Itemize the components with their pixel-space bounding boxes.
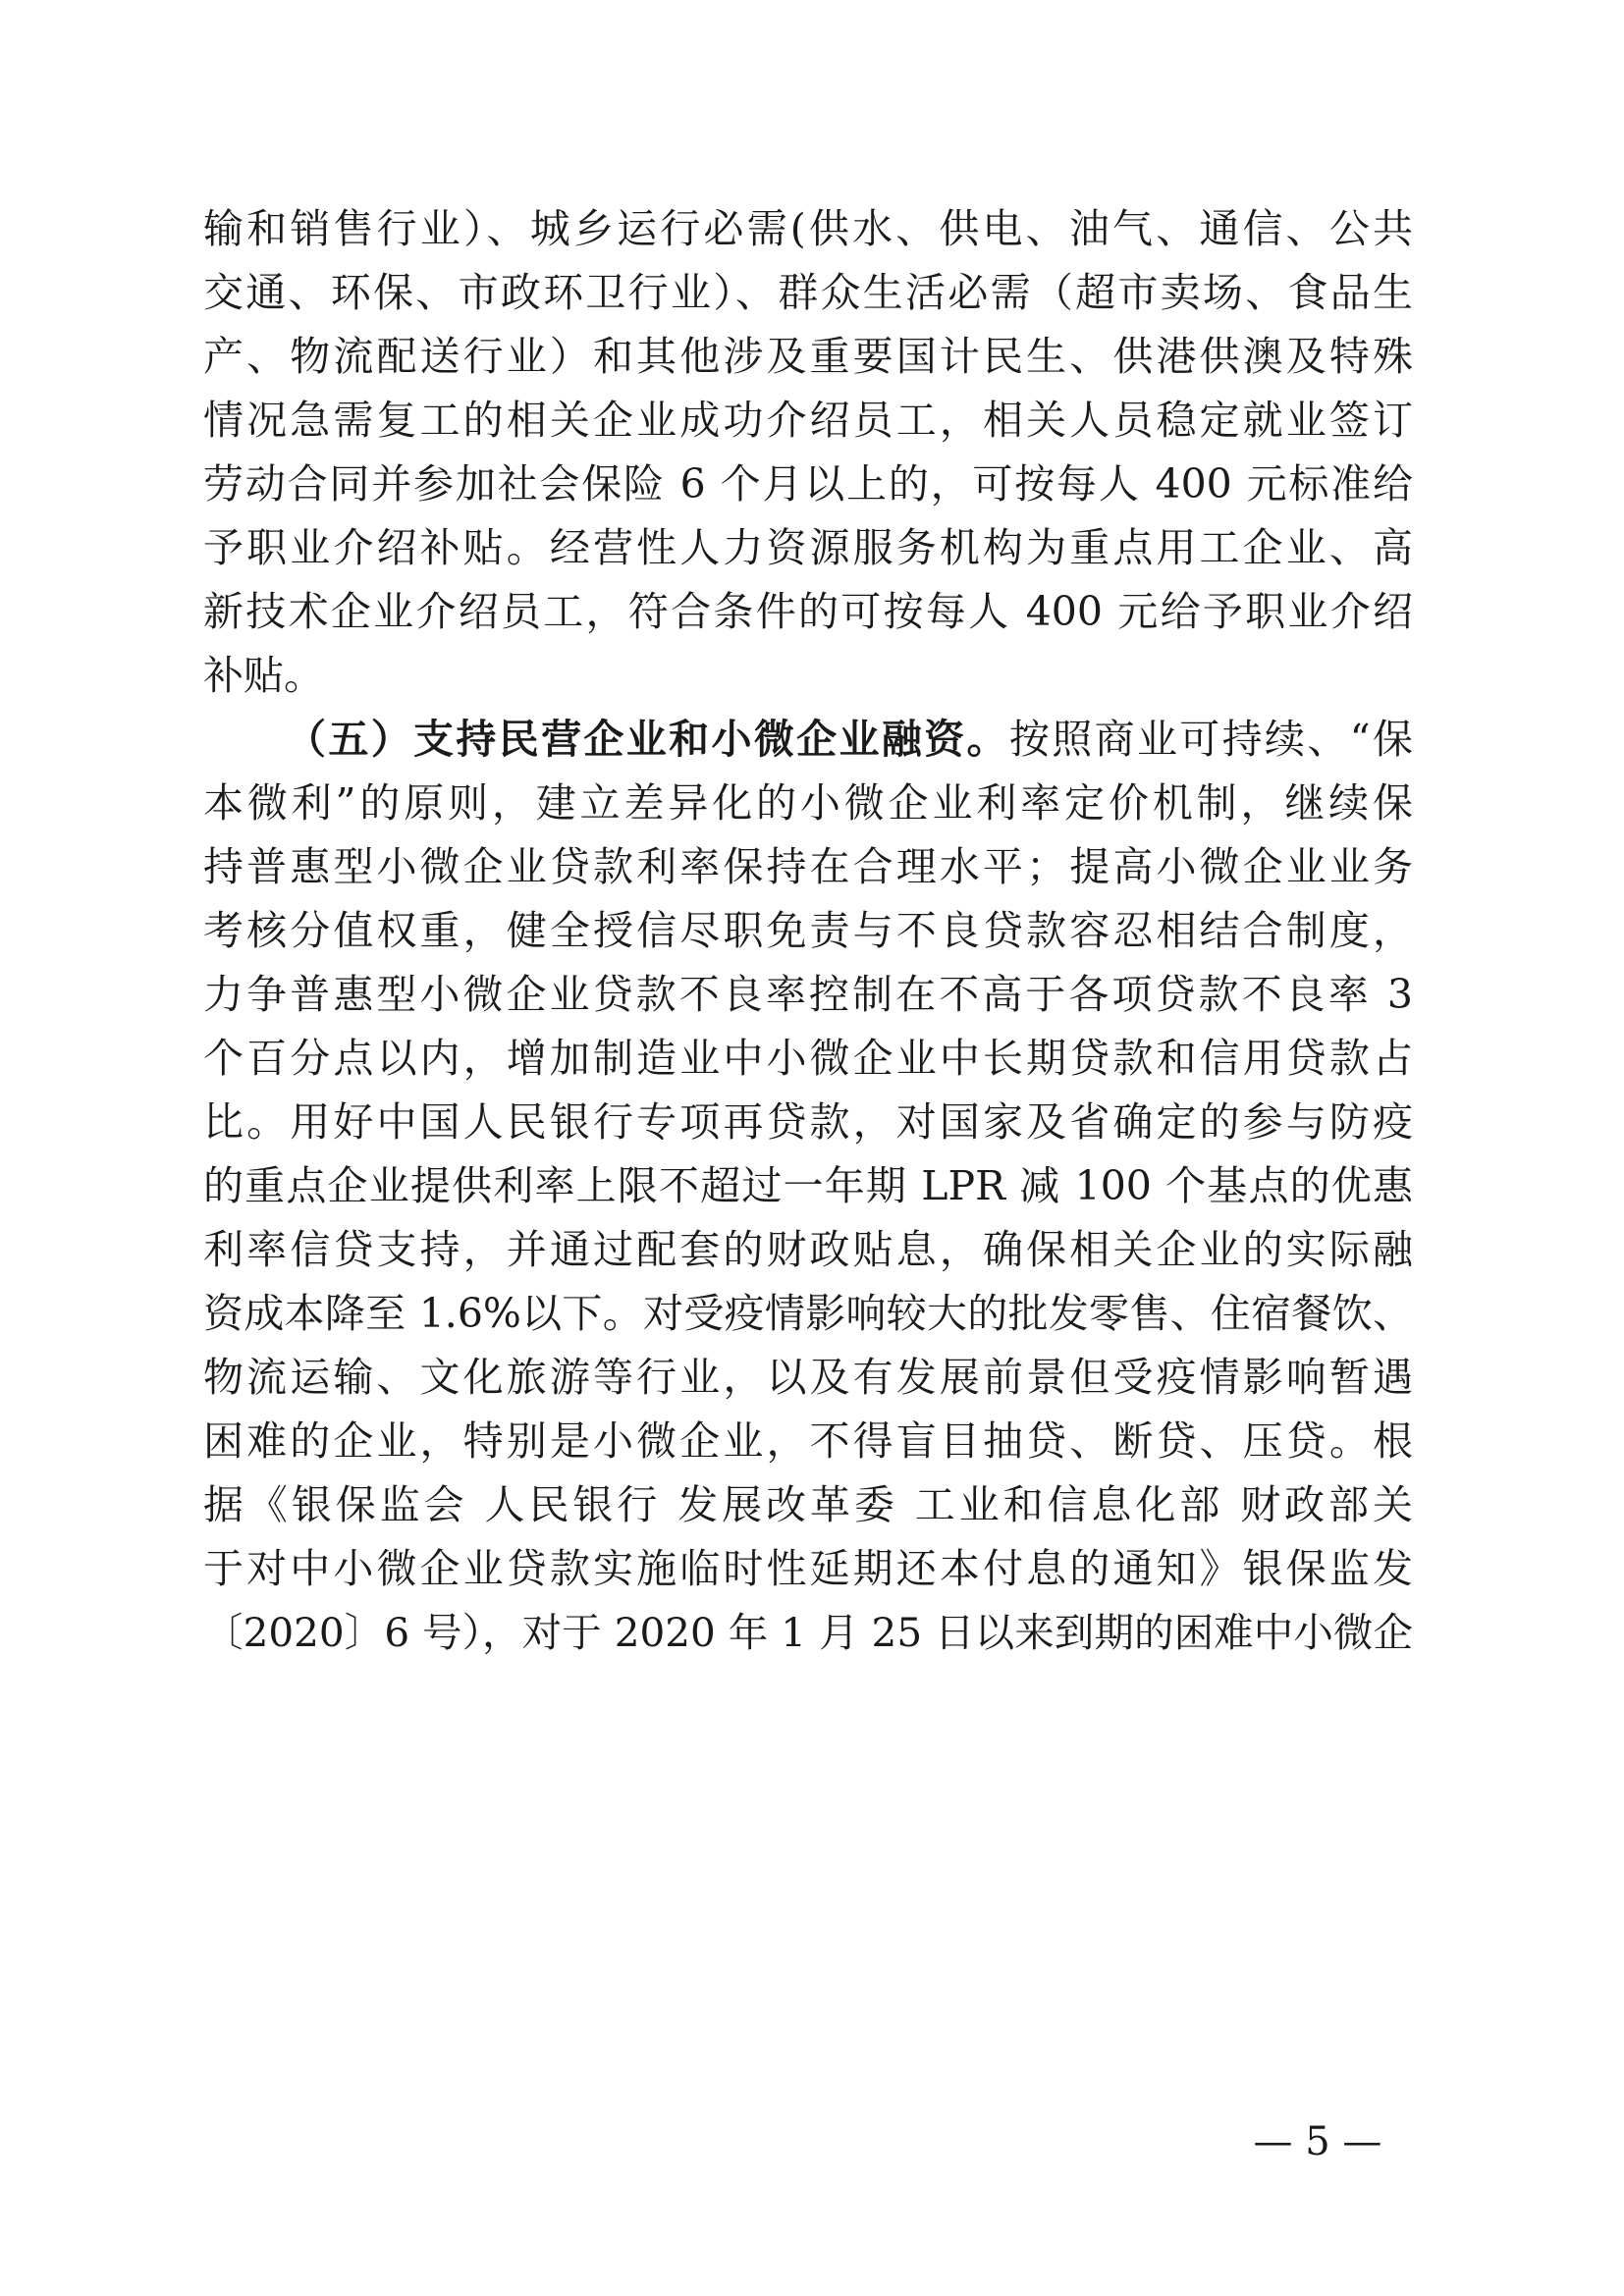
text-line: 的重点企业提供利率上限不超过一年期 LPR 减 100 个基点的优惠 xyxy=(203,1162,1413,1209)
text-line: 资成本降至 1.6%以下。对受疫情影响较大的批发零售、住宿餐饮、 xyxy=(203,1290,1413,1337)
text-line: 予职业介绍补贴。经营性人力资源服务机构为重点用工企业、高 xyxy=(203,524,1413,571)
text-line: 物流运输、文化旅游等行业，以及有发展前景但受疫情影响暂遇 xyxy=(203,1354,1413,1401)
text-line: 于对中小微企业贷款实施临时性延期还本付息的通知》银保监发 xyxy=(203,1545,1413,1592)
text-line: 本微利”的原则，建立差异化的小微企业利率定价机制，继续保 xyxy=(203,779,1413,827)
text-line: 交通、环保、市政环卫行业）、群众生活必需（超市卖场、食品生 xyxy=(203,269,1413,316)
text-line: 新技术企业介绍员工，符合条件的可按每人 400 元给予职业介绍 xyxy=(203,588,1413,635)
text-line: 输和销售行业）、城乡运行必需(供水、供电、油气、通信、公共 xyxy=(203,205,1413,252)
text-line: 据《银保监会 人民银行 发展改革委 工业和信息化部 财政部关 xyxy=(203,1481,1413,1528)
text-line-rest: 按照商业可持续、“保 xyxy=(1008,716,1413,763)
section-heading: （五）支持民营企业和小微企业融资。 xyxy=(286,716,1009,763)
text-line: 情况急需复工的相关企业成功介绍员工，相关人员稳定就业签订 xyxy=(203,397,1413,444)
text-line: 〔2020〕6 号），对于 2020 年 1 月 25 日以来到期的困难中小微企 xyxy=(203,1609,1413,1656)
text-line: 个百分点以内，增加制造业中小微企业中长期贷款和信用贷款占 xyxy=(203,1035,1413,1082)
text-line: 持普惠型小微企业贷款利率保持在合理水平；提高小微企业业务 xyxy=(203,843,1413,890)
text-line: 力争普惠型小微企业贷款不良率控制在不高于各项贷款不良率 3 xyxy=(203,971,1413,1018)
text-line: 劳动合同并参加社会保险 6 个月以上的，可按每人 400 元标准给 xyxy=(203,460,1413,507)
text-line: 补贴。 xyxy=(203,652,324,699)
page-number: — 5 — xyxy=(1253,2119,1382,2164)
text-line: 比。用好中国人民银行专项再贷款，对国家及省确定的参与防疫 xyxy=(203,1098,1413,1146)
text-line: 利率信贷支持，并通过配套的财政贴息，确保相关企业的实际融 xyxy=(203,1226,1413,1273)
text-line: 困难的企业，特别是小微企业，不得盲目抽贷、断贷、压贷。根 xyxy=(203,1417,1413,1465)
text-line: 考核分值权重，健全授信尽职免责与不良贷款容忍相结合制度， xyxy=(203,907,1413,954)
text-line: 产、物流配送行业）和其他涉及重要国计民生、供港供澳及特殊 xyxy=(203,333,1413,380)
